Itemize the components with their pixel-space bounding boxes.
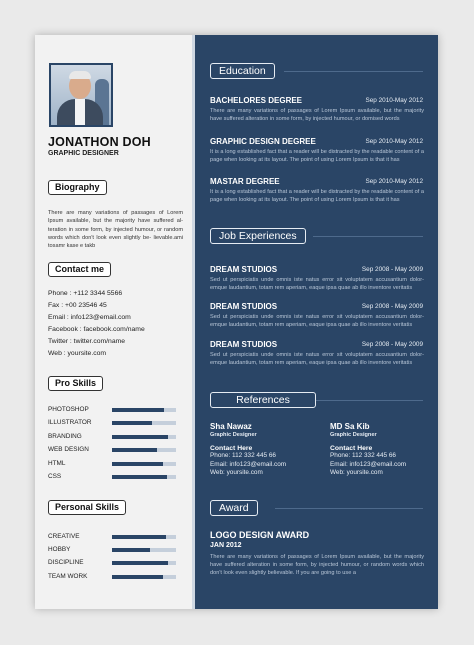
personal-skill-bar: [112, 575, 176, 579]
education-text: It is a long established fact that a reader will be distracted by the readable content of a page when looking at its layout. The point of using Lorem Ipsum is that it has: [210, 189, 424, 203]
experience-rule: [313, 236, 423, 237]
profile-name: JONATHON DOH: [48, 135, 151, 149]
personal-skill-bar: [112, 535, 176, 539]
contact-twitter: Twitter : twitter.com/name: [48, 338, 126, 345]
reference-phone: Phone: 112 332 445 66: [330, 452, 396, 459]
reference-web: Web: yoursite.com: [330, 469, 383, 476]
reference-email: Email: info123@email.com: [330, 460, 407, 468]
experience-date: Sep 2008 - May 2009: [361, 303, 423, 310]
contact-facebook: Facebook : facebook.com/name: [48, 326, 145, 333]
award-heading: Award: [210, 500, 258, 516]
reference-card: [210, 422, 310, 478]
references-heading: References: [210, 392, 316, 408]
personal-skill-bar-fill: [112, 535, 166, 539]
pro-skill-bar-fill: [112, 408, 164, 412]
education-title: GRAPHIC DESIGN DEGREE: [210, 137, 316, 146]
pro-skill-bar: [112, 435, 176, 439]
experience-title: DREAM STUDIOS: [210, 340, 278, 349]
personal-skills-heading: Personal Skills: [48, 500, 126, 515]
resume-sheet: [35, 35, 438, 609]
pro-skill-label: WEB DESIGN: [48, 446, 89, 454]
reference-card: [330, 422, 430, 478]
experience-heading: Job Experiences: [210, 228, 306, 244]
pro-skill-row: [48, 406, 168, 416]
reference-name: MD Sa Kib: [330, 422, 370, 431]
personal-skill-row: [48, 533, 168, 543]
pro-skill-bar-fill: [112, 421, 152, 425]
reference-name: Sha Nawaz: [210, 422, 252, 431]
pro-skill-label: PHOTOSHOP: [48, 406, 89, 413]
pro-skill-bar: [112, 462, 176, 466]
reference-role: Graphic Designer: [330, 432, 377, 438]
personal-skill-bar-fill: [112, 548, 150, 552]
experience-title: DREAM STUDIOS: [210, 265, 278, 274]
award-text: There are many variations of passages of Lorem Ipsum available, but the majority have suffered alteration in some form, by injected humour, or random words which don't look even slightly believable. If you are going to use a: [210, 554, 424, 576]
profile-photo: [49, 63, 113, 127]
education-date: Sep 2010-May 2012: [365, 178, 423, 185]
biography-heading: Biography: [48, 180, 107, 195]
pro-skill-label: CSS: [48, 473, 62, 480]
experience-text: Sed ut perspiciatis unde omnis iste natus error sit voluptatem accusantium dolor- emque laudantium, totam rem aperiam, eaque ipsa quae ab illo inventore veritatis: [210, 314, 424, 328]
personal-skill-bar-fill: [112, 575, 163, 579]
pro-skill-bar: [112, 408, 176, 412]
personal-skill-label: DISCIPLINE: [48, 559, 84, 567]
contact-web: Web : yoursite.com: [48, 350, 107, 357]
contact-fax: Fax : +00 23546 45: [48, 302, 107, 309]
education-title: MASTAR DEGREE: [210, 177, 280, 186]
reference-phone: Phone: 112 332 445 66: [210, 452, 276, 459]
pro-skill-bar-fill: [112, 475, 167, 479]
reference-contact-label: Contact Here: [330, 445, 373, 452]
personal-skill-bar-fill: [112, 561, 168, 565]
reference-web: Web: yoursite.com: [210, 469, 263, 476]
experience-text: Sed ut perspiciatis unde omnis iste natus error sit voluptatem accusantium dolor- emque laudantium, totam rem aperiam, eaque ipsa quae ab illo inventore veritatis: [210, 277, 424, 291]
education-title: BACHELORES DEGREE: [210, 96, 303, 105]
education-heading: Education: [210, 63, 275, 79]
experience-text: Sed ut perspiciatis unde omnis iste natus error sit voluptatem accusantium dolor- emque laudantium, totam rem aperiam, eaque ipsa quae ab illo inventore veritatis: [210, 352, 424, 366]
education-text: There are many variations of passages of Lorem Ipsum available, but the majority have suffered alteration in some form, by injected humour, or domised words: [210, 108, 424, 122]
reference-email: Email: info123@email.com: [210, 460, 287, 468]
personal-skill-row: [48, 573, 168, 583]
contact-phone: Phone : +112 3344 5566: [48, 290, 123, 297]
biography-text: There are many variations of passages of Lorem Ipsum available, but the majority have suffered al- teration in some form, by injected humour, or random words which don't look even slightly be- lievable.ami tosamr kase e takb: [48, 210, 183, 250]
contact-heading: Contact me: [48, 262, 111, 277]
personal-skill-label: HOBBY: [48, 546, 71, 554]
education-date: Sep 2010-May 2012: [365, 97, 423, 104]
experience-title: DREAM STUDIOS: [210, 302, 278, 311]
reference-role: Graphic Designer: [210, 432, 257, 438]
experience-date: Sep 2008 - May 2009: [361, 341, 423, 348]
pro-skill-row: [48, 460, 168, 470]
profile-title: GRAPHIC DESIGNER: [48, 150, 119, 157]
personal-skill-label: TEAM WORK: [48, 572, 88, 580]
pro-skill-bar: [112, 448, 176, 452]
pro-skill-bar-fill: [112, 448, 157, 452]
experience-date: Sep 2008 - May 2009: [361, 266, 423, 273]
pro-skill-label: ILLUSTRATOR: [48, 419, 92, 427]
pro-skill-row: [48, 433, 168, 443]
award-date: JAN 2012: [210, 542, 242, 549]
pro-skill-row: [48, 473, 168, 483]
contact-email: Email : info123@email.com: [48, 314, 131, 321]
personal-skill-row: [48, 546, 168, 556]
education-rule: [284, 71, 423, 72]
reference-contact-label: Contact Here: [210, 445, 253, 452]
personal-skill-bar: [112, 561, 176, 565]
pro-skills-heading: Pro Skills: [48, 376, 103, 391]
pro-skill-label: BRANDING: [48, 432, 82, 440]
pro-skill-bar: [112, 421, 176, 425]
personal-skill-row: [48, 559, 168, 569]
award-title: LOGO DESIGN AWARD: [210, 530, 310, 540]
pro-skill-bar-fill: [112, 435, 168, 439]
pro-skill-row: [48, 446, 168, 456]
education-date: Sep 2010-May 2012: [365, 138, 423, 145]
pro-skill-row: [48, 419, 168, 429]
pro-skill-bar-fill: [112, 462, 163, 466]
education-text: It is a long established fact that a reader will be distracted by the readable content of a page when looking at its layout. The point of using Lorem Ipsum is that it has: [210, 149, 424, 163]
pro-skill-label: HTML: [48, 459, 66, 467]
personal-skill-bar: [112, 548, 176, 552]
personal-skill-label: CREATIVE: [48, 533, 80, 540]
pro-skill-bar: [112, 475, 176, 479]
award-rule: [275, 508, 423, 509]
